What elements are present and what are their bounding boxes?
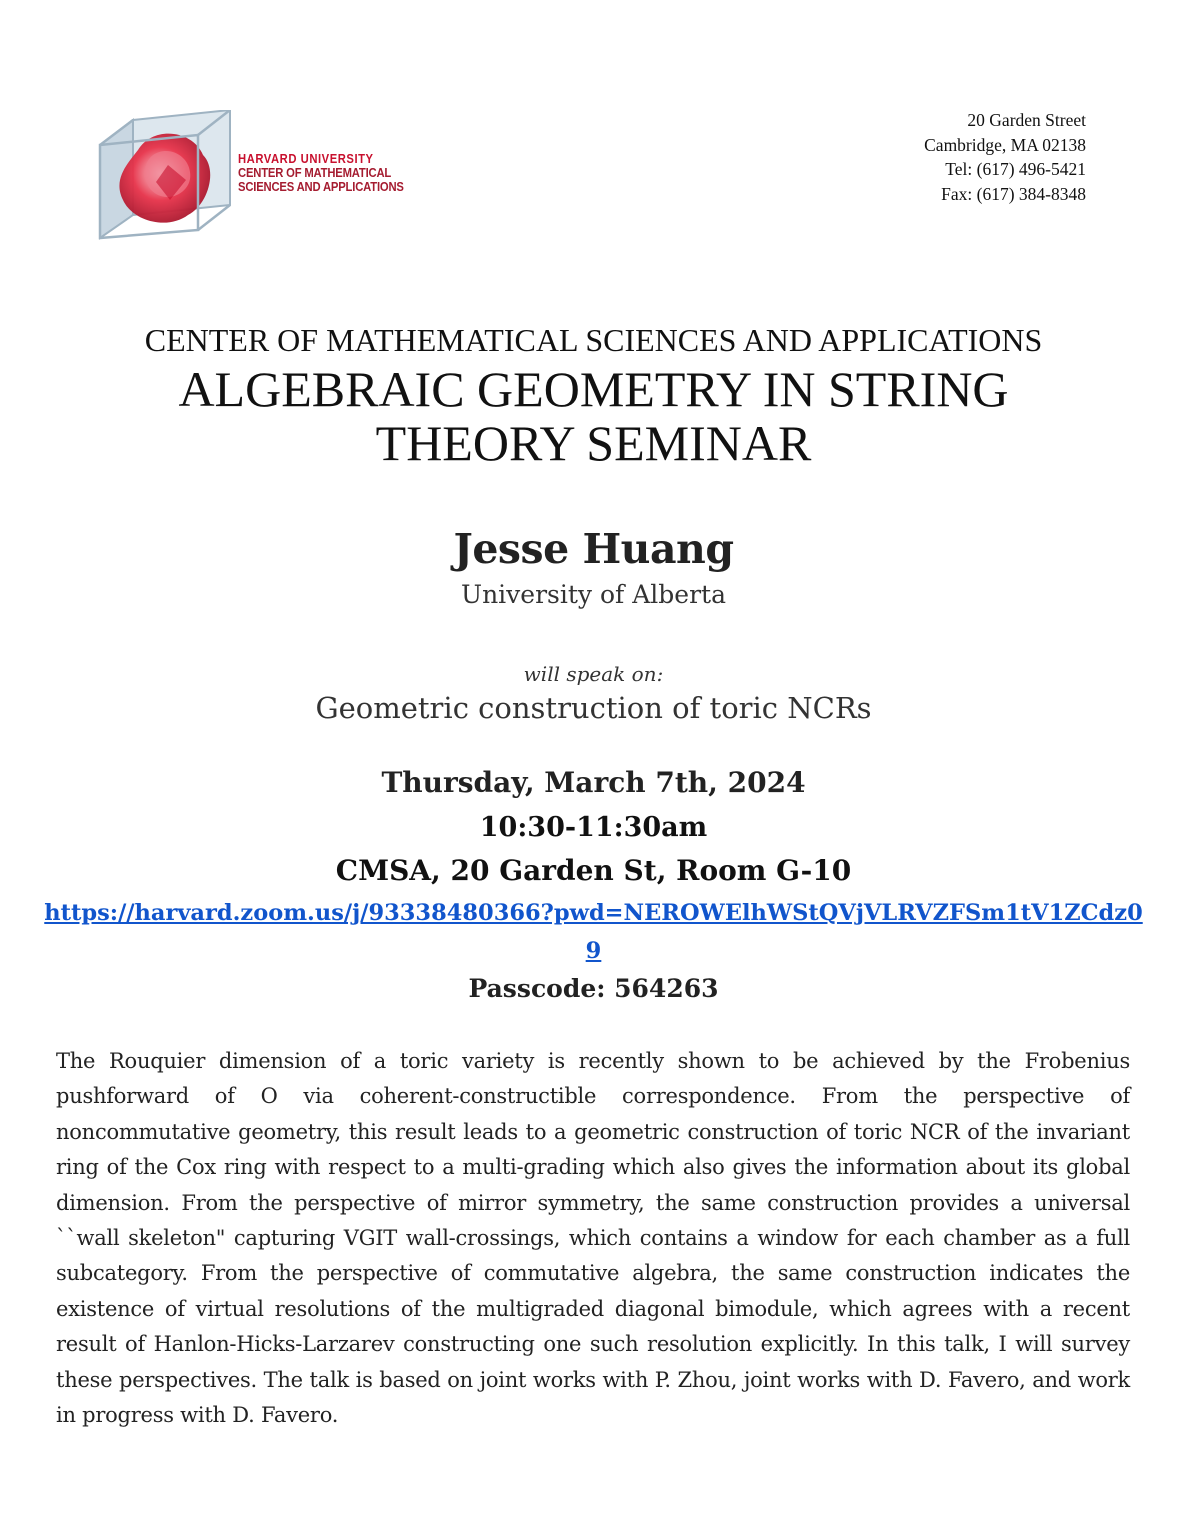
seminar-title [0,362,1187,470]
zoom-link[interactable]: https://harvard.zoom.us/j/93338480366?pwd=NEROWElhWStQVjVLRVZFSm1tV1ZCdz09 [44,900,1143,964]
org-heading: CENTER OF MATHEMATICAL SCIENCES AND APPLICATIONS [144,322,1043,358]
event-time: 10:30-11:30am [479,812,708,843]
zoom-passcode: Passcode: 564263 [468,974,719,1003]
seminar-title-line-1: ALGEBRAIC GEOMETRY IN STRING [178,361,1009,417]
cmsa-logo [98,110,418,240]
seminar-title-line-2: THEORY SEMINAR [375,415,812,471]
speaker-name: Jesse Huang [453,525,734,573]
will-speak-label: will speak on: [523,662,664,686]
talk-title: Geometric construction of toric NCRs [315,691,872,725]
address-tel: Tel: (617) 496-5421 [945,159,1086,179]
logo-line-1: HARVARD UNIVERSITY [238,152,374,166]
cube-logo-icon [98,110,238,240]
abstract-text: The Rouquier dimension of a toric variety is recently shown to be achieved by the Frobenius pushforward of O via coherent-constructible correspondence. From the perspective of noncommutative geometry, this result leads to a geometric construction of toric NCR of the invariant ring of the Cox ring with respect to a multi-grading which also gives the information about its global dimension. From the perspective of mirror symmetry, the same construction provides a universal ``wall skeleton" capturing VGIT wall-crossings, which contains a window for each chamber as a full subcategory. From the perspective of commutative algebra, the same construction indicates the existence of virtual resolutions of the multigraded diagonal bimodule, which agrees with a recent result of Hanlon-Hicks-Larzarev constructing one such resolution explicitly. In this talk, I will survey these perspectives. The talk is based on joint works with P. Zhou, joint works with D. Favero, and work in progress with D. Favero. [56,1049,1130,1428]
logo-line-3: SCIENCES AND APPLICATIONS [238,180,404,194]
speaker-affiliation: University of Alberta [461,580,726,609]
address-block [924,108,1086,206]
logo-line-2: CENTER OF MATHEMATICAL [238,166,392,180]
address-street: 20 Garden Street [967,110,1086,130]
address-fax: Fax: (617) 384-8348 [941,183,1086,204]
address-city: Cambridge, MA 02138 [924,134,1086,155]
event-date: Thursday, March 7th, 2024 [381,766,806,799]
event-location: CMSA, 20 Garden St, Room G-10 [335,854,852,887]
logo-wordmark [238,152,404,194]
